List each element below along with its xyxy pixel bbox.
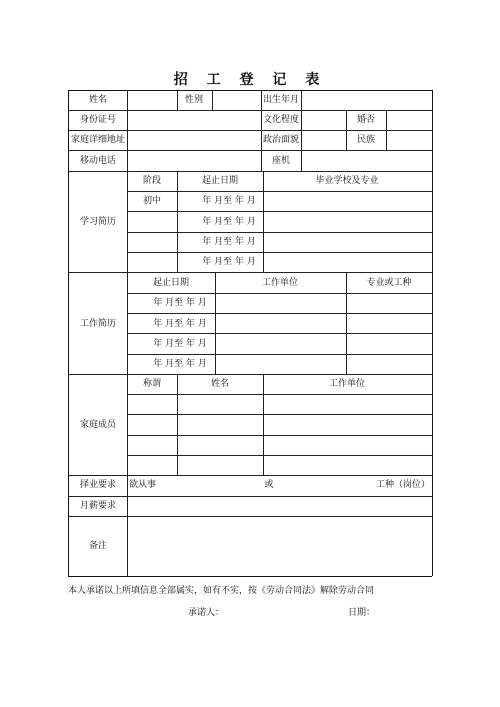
birth-field[interactable] xyxy=(305,96,425,108)
remarks-field[interactable] xyxy=(133,522,423,570)
work-header-dates: 起止日期 xyxy=(152,278,190,288)
signer-label: 承诺人： xyxy=(188,608,225,618)
study-history-label: 学习简历 xyxy=(79,217,117,227)
remarks-label: 备注 xyxy=(88,541,108,551)
gender-label: 性别 xyxy=(184,95,204,105)
study-header-dates: 起止日期 xyxy=(201,176,239,186)
study-header-stage: 阶段 xyxy=(142,176,162,186)
political-field[interactable] xyxy=(305,136,343,148)
id-number-label: 身份证号 xyxy=(79,115,117,125)
name-label: 姓名 xyxy=(88,95,108,105)
family-members-label: 家庭成员 xyxy=(79,420,117,430)
salary-field[interactable] xyxy=(133,501,423,513)
landline-label: 座机 xyxy=(271,156,291,166)
marital-label: 婚否 xyxy=(356,115,376,125)
form-title: 招 工 登 记 表 xyxy=(173,72,327,88)
work-row-dates: 年 月至 年 月 xyxy=(153,339,207,349)
education-field[interactable] xyxy=(305,116,343,128)
political-label: 政治面貌 xyxy=(262,135,300,145)
study-row-dates: 年 月至 年 月 xyxy=(202,257,256,267)
work-row-dates: 年 月至 年 月 xyxy=(153,319,207,329)
study-row-dates: 年 月至 年 月 xyxy=(202,217,256,227)
mobile-field[interactable] xyxy=(133,157,253,169)
job-or-text: 或 xyxy=(264,480,274,490)
ethnicity-field[interactable] xyxy=(390,136,428,148)
name-field[interactable] xyxy=(133,96,173,108)
address-label: 家庭详细地址 xyxy=(70,135,126,145)
study-row-stage: 初中 xyxy=(142,196,162,206)
marital-field[interactable] xyxy=(390,116,428,128)
salary-label: 月薪要求 xyxy=(79,501,117,511)
mobile-label: 移动电话 xyxy=(79,156,117,166)
birth-label: 出生年月 xyxy=(262,95,300,105)
work-history-label: 工作简历 xyxy=(79,319,117,329)
date-label: 日期： xyxy=(348,608,376,618)
work-row-dates: 年 月至 年 月 xyxy=(153,298,207,308)
job-type-text: 工种（岗位） xyxy=(376,480,431,490)
address-field[interactable] xyxy=(133,136,253,148)
study-row-dates: 年 月至 年 月 xyxy=(202,196,256,206)
family-header-employer: 工作单位 xyxy=(328,379,366,389)
education-label: 文化程度 xyxy=(262,115,300,125)
work-header-specialty: 专业或工种 xyxy=(366,278,412,288)
job-preference-label: 择业要求 xyxy=(79,480,117,490)
job-want-text: 欲从事 xyxy=(129,480,157,490)
study-header-school: 毕业学校及专业 xyxy=(315,176,379,186)
ethnicity-label: 民族 xyxy=(356,135,376,145)
family-header-relation: 称谓 xyxy=(142,379,162,389)
work-header-employer: 工作单位 xyxy=(261,278,299,288)
work-row-dates: 年 月至 年 月 xyxy=(153,359,207,369)
pledge-text: 本人承诺以上所填信息全部属实，如有不实，按《劳动合同法》解除劳动合同 xyxy=(68,586,375,596)
landline-field[interactable] xyxy=(305,157,425,169)
id-number-field[interactable] xyxy=(133,116,253,128)
family-header-name: 姓名 xyxy=(210,379,230,389)
study-row-dates: 年 月至 年 月 xyxy=(202,237,256,247)
gender-field[interactable] xyxy=(216,96,256,108)
